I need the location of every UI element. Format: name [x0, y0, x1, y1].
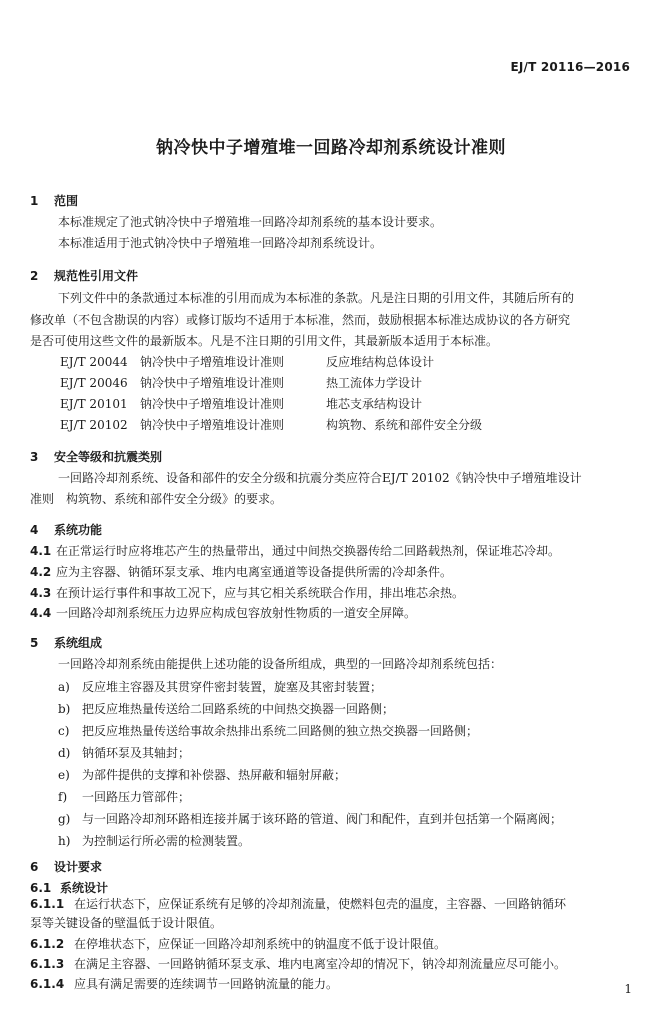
section-5-heading: 5 系统组成	[30, 636, 103, 650]
reference-row: EJ/T 20046 钠冷快中子增殖堆设计准则 热工流体力学设计	[60, 376, 423, 390]
section-1-para-1: 本标准规定了池式钠冷快中子增殖堆一回路冷却剂系统的基本设计要求。	[58, 215, 443, 229]
clause-6-1-1-line-1: 6.1.1 在运行状态下，应保证系统有足够的冷却剂流量，使燃料包壳的温度，主容器、一回路钠循环	[30, 897, 567, 911]
section-2-intro-line-3: 是否可使用这些文件的最新版本。凡是不注日期的引用文件，其最新版本适用于本标准。	[30, 334, 499, 348]
section-3-para-line-1: 一回路冷却剂系统、设备和部件的安全分级和抗震分类应符合EJ/T 20102《钠冷快中子增殖堆设计	[58, 471, 582, 485]
clause-4-3: 4.3 在预计运行事件和事故工况下，应与其它相关系统联合作用，排出堆芯余热。	[30, 586, 465, 600]
clause-4-1: 4.1 在正常运行时应将堆芯产生的热量带出，通过中间热交换器传给二回路载热剂，保证堆芯冷却。	[30, 544, 561, 558]
clause-4-2: 4.2 应为主容器、钠循环泵支承、堆内电离室通道等设备提供所需的冷却条件。	[30, 565, 453, 579]
list-item: c) 把反应堆热量传送给事故余热排出系统二回路侧的独立热交换器一回路侧；	[58, 724, 479, 738]
section-1-heading: 1 范围	[30, 194, 79, 208]
list-item: g) 与一回路冷却剂环路相连接并属于该环路的管道、阀门和配件，直到并包括第一个隔离阀；	[58, 812, 563, 826]
section-3-para-line-2: 准则 构筑物、系统和部件安全分级》的要求。	[30, 492, 283, 506]
list-item: f) 一回路压力管部件；	[58, 790, 191, 804]
list-item: a) 反应堆主容器及其贯穿件密封装置，旋塞及其密封装置；	[58, 680, 383, 694]
list-item: b) 把反应堆热量传送给二回路系统的中间热交换器一回路侧；	[58, 702, 395, 716]
list-item: d) 钠循环泵及其轴封；	[58, 746, 191, 760]
list-item: h) 为控制运行所必需的检测装置。	[58, 834, 251, 848]
standard-code: EJ/T 20116—2016	[510, 60, 630, 74]
clause-4-4: 4.4 一回路冷却剂系统压力边界应构成包容放射性物质的一道安全屏障。	[30, 606, 417, 620]
section-5-intro: 一回路冷却剂系统由能提供上述功能的设备所组成，典型的一回路冷却剂系统包括：	[58, 657, 503, 671]
section-6-heading: 6 设计要求	[30, 860, 103, 874]
list-item: e) 为部件提供的支撑和补偿器、热屏蔽和辐射屏蔽；	[58, 768, 347, 782]
clause-6-1-2: 6.1.2 在停堆状态下，应保证一回路冷却剂系统中的钠温度不低于设计限值。	[30, 937, 447, 951]
section-2-heading: 2 规范性引用文件	[30, 269, 139, 283]
reference-row: EJ/T 20044 钠冷快中子增殖堆设计准则 反应堆结构总体设计	[60, 355, 435, 369]
clause-6-1-4: 6.1.4 应具有满足需要的连续调节一回路钠流量的能力。	[30, 977, 339, 991]
section-3-heading: 3 安全等级和抗震类别	[30, 450, 163, 464]
reference-row: EJ/T 20101 钠冷快中子增殖堆设计准则 堆芯支承结构设计	[60, 397, 423, 411]
clause-6-1-3: 6.1.3 在满足主容器、一回路钠循环泵支承、堆内电离室冷却的情况下，钠冷却剂流量应尽可能小。	[30, 957, 567, 971]
section-1-para-2: 本标准适用于池式钠冷快中子增殖堆一回路冷却剂系统设计。	[58, 236, 383, 250]
clause-6-1-1-line-2: 泵等关键设备的壁温低于设计限值。	[30, 916, 223, 930]
subsection-6-1-heading: 6.1 系统设计	[30, 881, 109, 895]
section-4-heading: 4 系统功能	[30, 523, 103, 537]
document-title: 钠冷快中子增殖堆一回路冷却剂系统设计准则	[156, 138, 506, 158]
page-number: 1	[624, 982, 632, 996]
section-2-intro-line-1: 下列文件中的条款通过本标准的引用而成为本标准的条款。凡是注日期的引用文件，其随后所有的	[58, 291, 575, 305]
section-2-intro-line-2: 修改单（不包含勘误的内容）或修订版均不适用于本标准，然而，鼓励根据本标准达成协议的各方研究	[30, 313, 571, 327]
reference-row: EJ/T 20102 钠冷快中子增殖堆设计准则 构筑物、系统和部件安全分级	[60, 418, 483, 432]
